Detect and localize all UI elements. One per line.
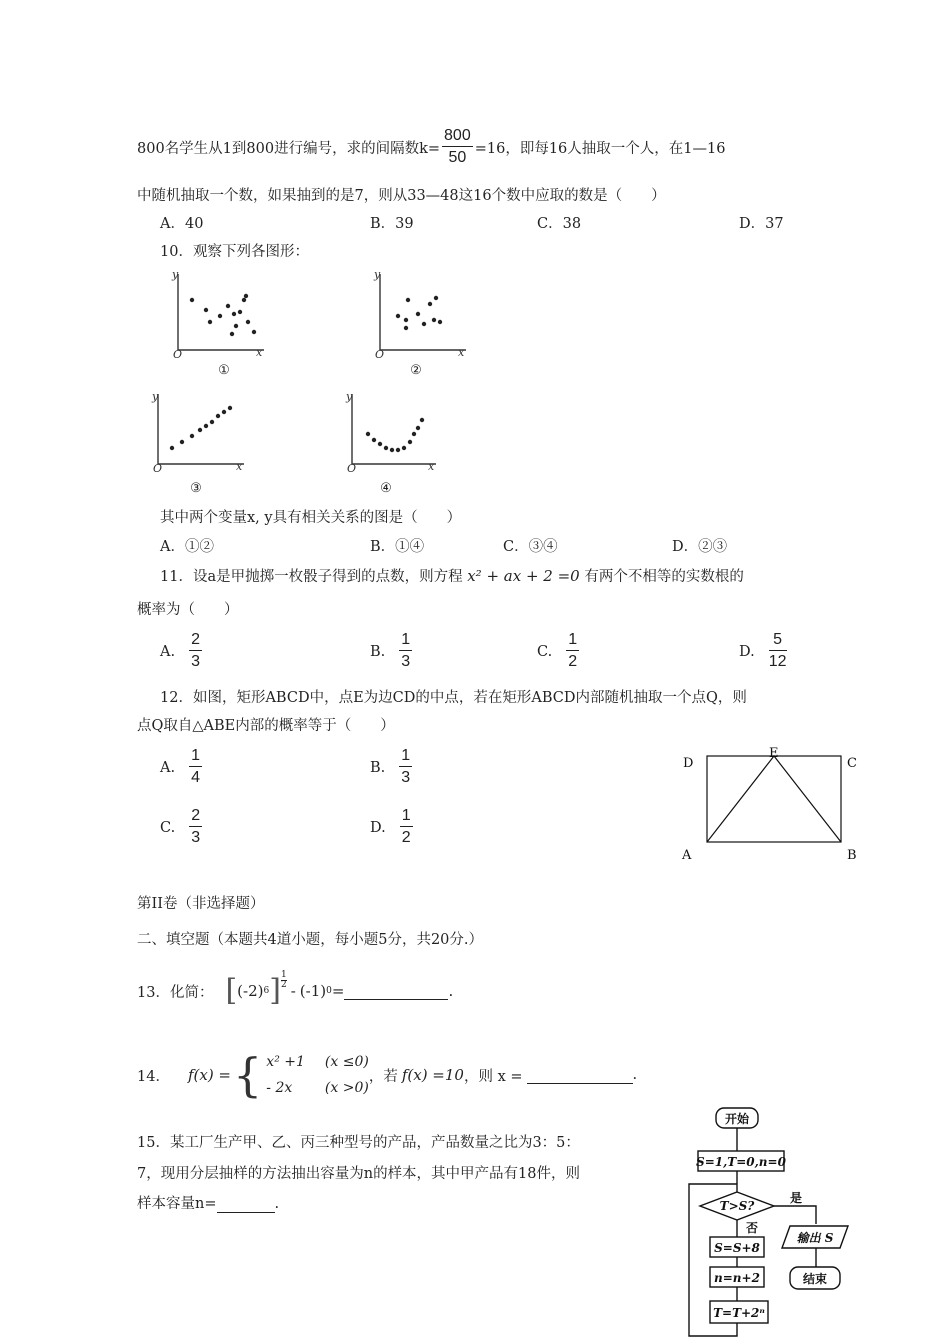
denominator: 2	[401, 829, 411, 846]
plot4-point	[396, 448, 400, 452]
plot1-point	[190, 298, 194, 302]
q12-line2: 点Q取自△ABE内部的概率等于（ ）	[137, 718, 395, 734]
q13-exp: 6	[263, 986, 270, 996]
plot3-y-label: y	[152, 390, 159, 403]
plot2-label: ②	[410, 363, 422, 378]
q10-option-d: D．②③	[672, 539, 728, 555]
flowchart-start: 开始	[724, 1112, 750, 1126]
q12-option-a-label: A.	[160, 759, 176, 776]
q14-cases	[266, 1054, 369, 1096]
q11-option-d-label: D.	[739, 643, 755, 660]
plot2-point	[438, 320, 442, 324]
q10-option-c: C．③④	[503, 539, 558, 555]
q15-line2: 7，现用分层抽样的方法抽出容量为n的样本，其中甲产品有18件，则	[137, 1166, 581, 1182]
plot2-point	[434, 296, 438, 300]
plot4-axes	[352, 394, 436, 464]
numerator: 1	[189, 746, 202, 767]
plot2-point	[422, 322, 426, 326]
q14-label: 14．	[137, 1068, 170, 1085]
q14-tail: ，则 x =	[463, 1068, 523, 1085]
q9-interval-fraction	[442, 126, 473, 169]
q11-option-c-fraction	[566, 630, 579, 673]
scatter-plots	[140, 266, 480, 502]
flowchart-step3: T=T+2ⁿ	[713, 1306, 765, 1320]
plot4-point	[384, 446, 388, 450]
plot3-point	[180, 440, 184, 444]
q12-option-a	[160, 746, 202, 789]
q13-outer-exp-den: 2	[280, 979, 287, 990]
q12-option-d	[370, 806, 413, 849]
q9-option-b: B．39	[370, 216, 414, 232]
denominator: 2	[568, 653, 578, 670]
plot3-point	[190, 434, 194, 438]
plot2-point	[396, 314, 400, 318]
numerator: 1	[400, 806, 413, 827]
q9-line1-a: 800名学生从1到800进行编号，求的间隔数k=	[137, 141, 441, 157]
q12-option-b-fraction	[399, 746, 412, 789]
q9-option-d: D．37	[739, 216, 784, 232]
plot1-axes	[178, 274, 264, 350]
vertex-c: C	[847, 756, 857, 771]
flowchart	[684, 1104, 864, 1342]
q13-period: .	[448, 982, 454, 1000]
plot1-point	[226, 304, 230, 308]
q14-mid: ，若	[368, 1068, 398, 1085]
vertex-d: D	[683, 756, 694, 771]
q13-equals: =	[331, 982, 345, 1000]
q14-answer-blank[interactable]	[527, 1067, 633, 1084]
q13-expression: [ ( -2 ) 6 ] $\frac{1}{2}$ - ( -1 ) 0 = .	[225, 969, 454, 1008]
q13-base: -2	[243, 982, 258, 1000]
q9-fraction-denominator: 50	[448, 149, 467, 166]
numerator: 1	[399, 630, 412, 651]
q14-line	[137, 1048, 638, 1102]
q12-option-c	[160, 806, 202, 849]
q9-option-c: C．38	[537, 216, 582, 232]
part2-title: 第II卷（非选择题）	[137, 896, 265, 912]
q11-option-c-label: C.	[537, 643, 553, 660]
q13-exp2: 0	[326, 986, 332, 996]
plot2-point	[406, 298, 410, 302]
denominator: 3	[191, 653, 200, 670]
q12-option-a-fraction	[189, 746, 202, 789]
plot3-point	[198, 428, 202, 432]
plot3-origin: O	[153, 462, 163, 475]
q15-line1: 15．某工厂生产甲、乙、丙三种型号的产品，产品数量之比为3：5：	[137, 1135, 580, 1151]
plot2-x-label: x	[458, 346, 465, 359]
plot3-point	[210, 420, 214, 424]
plot1-label: ①	[218, 363, 230, 378]
vertex-b: B	[847, 848, 857, 863]
plot1-origin: O	[173, 348, 183, 361]
numerator: 1	[566, 630, 579, 651]
q14-case1: x² +1	[266, 1054, 305, 1070]
plot1-point	[238, 310, 242, 314]
plot4-y-label: y	[346, 390, 353, 403]
rectangle-abcd	[707, 756, 841, 842]
plot4-point	[412, 432, 416, 436]
q11-line1	[160, 565, 744, 586]
q13-outer-exp-num: 1	[280, 969, 287, 980]
plot3-label: ③	[190, 481, 202, 496]
plot1-x-label: x	[256, 346, 263, 359]
q11-option-a-label: A.	[160, 643, 176, 660]
plot1-point	[230, 332, 234, 336]
q14-cond1: (x ≤0)	[324, 1054, 369, 1070]
plot1-point	[204, 308, 208, 312]
q11-equation: x² + ax + 2 =0	[467, 567, 580, 585]
q11-option-b-fraction	[399, 630, 412, 673]
plot4-point	[378, 442, 382, 446]
q14-lhs: f(x) =	[187, 1066, 232, 1084]
q11-line2: 概率为（ ）	[137, 602, 239, 618]
q14-condition: f(x) =10	[401, 1066, 464, 1084]
q11-option-a	[160, 630, 202, 673]
denominator: 4	[191, 769, 200, 786]
plot2-y-label: y	[374, 268, 381, 281]
plot4-x-label: x	[428, 460, 435, 473]
plot1-point	[252, 330, 256, 334]
plot1-point	[218, 314, 222, 318]
denominator: 3	[401, 769, 411, 786]
q11-option-d	[739, 630, 787, 673]
q12-option-d-fraction	[400, 806, 413, 849]
plot2-axes	[380, 274, 466, 350]
q11-option-c	[537, 630, 579, 673]
q10-stem: 10．观察下列各图形：	[160, 244, 309, 260]
plot3-point	[228, 406, 232, 410]
q12-option-c-fraction	[189, 806, 202, 849]
q11-option-b-label: B.	[370, 643, 386, 660]
q13-line	[137, 969, 454, 1008]
section-fill-blank: 二、填空题（本题共4道小题，每小题5分，共20分.）	[137, 932, 484, 948]
q14-period: .	[632, 1067, 638, 1083]
q15-line3-text: 样本容量n=	[137, 1196, 217, 1212]
plot4-origin: O	[347, 462, 357, 475]
plot2-point	[416, 312, 420, 316]
plot3-point	[216, 414, 220, 418]
q13-minus: -	[290, 982, 296, 1000]
q13-outer-exp	[281, 971, 287, 990]
vertex-a: A	[682, 848, 692, 863]
q13-base2: -1	[305, 982, 321, 1000]
plot2-point	[432, 318, 436, 322]
numerator: 2	[189, 806, 202, 827]
q13-label: 13．化简：	[137, 984, 214, 1001]
q11-stem-b: 有两个不相等的实数根的	[584, 569, 744, 585]
q12-option-c-label: C.	[160, 819, 176, 836]
plot3-point	[170, 446, 174, 450]
plot4-label: ④	[380, 481, 392, 496]
q11-option-d-fraction	[769, 630, 787, 673]
q9-option-a: A．40	[160, 216, 204, 232]
q10-question: 其中两个变量x, y具有相关关系的图是（ ）	[160, 510, 462, 526]
q14-case2: - 2x	[266, 1080, 293, 1096]
plot1-point	[246, 320, 250, 324]
flowchart-yes: 是	[789, 1191, 803, 1205]
plot2-point	[428, 302, 432, 306]
flowchart-step2: n=n+2	[714, 1271, 760, 1285]
q15-answer-blank[interactable]	[217, 1196, 275, 1213]
plot1-point	[242, 298, 246, 302]
denominator: 12	[768, 653, 787, 670]
flowchart-output: 输出 S	[796, 1231, 834, 1245]
denominator: 3	[401, 653, 411, 670]
q10-option-b: B．①④	[370, 539, 425, 555]
rectangle-abcd-figure	[675, 742, 865, 866]
flowchart-end: 结束	[802, 1272, 828, 1286]
plot3-point	[204, 424, 208, 428]
q11-option-a-fraction	[189, 630, 202, 673]
plot4-point	[420, 418, 424, 422]
plot2-point	[404, 326, 408, 330]
plot4-point	[408, 440, 412, 444]
plot3-x-label: x	[236, 460, 243, 473]
plot4-point	[372, 438, 376, 442]
flowchart-cond: T>S?	[719, 1199, 755, 1213]
q12-line1: 12．如图，矩形ABCD中，点E为边CD的中点，若在矩形ABCD内部随机抽取一个点Q，则	[160, 690, 747, 706]
flowchart-step1: S=S+8	[714, 1241, 760, 1255]
q14-brace: {	[233, 1048, 263, 1102]
q15-period: .	[274, 1196, 280, 1212]
plot1-point	[208, 320, 212, 324]
numerator: 1	[399, 746, 412, 767]
plot2-point	[404, 318, 408, 322]
q9-line2: 中随机抽取一个数，如果抽到的是7，则从33—48这16个数中应取的数是（ ）	[137, 188, 666, 204]
q12-option-b-label: B.	[370, 759, 386, 776]
q15-line3	[137, 1192, 279, 1213]
q12-option-d-label: D.	[370, 819, 386, 836]
plot3-point	[222, 410, 226, 414]
plot4-point	[366, 432, 370, 436]
plot1-point	[244, 294, 248, 298]
plot2-origin: O	[375, 348, 385, 361]
q11-option-b	[370, 630, 412, 673]
q9-line1	[137, 126, 725, 169]
q13-answer-blank[interactable]	[344, 983, 448, 1000]
plot4-point	[390, 448, 394, 452]
plot1-y-label: y	[172, 268, 179, 281]
q9-line1-b: =16，即每16人抽取一个人，在1—16	[474, 141, 726, 157]
vertex-e: E	[769, 746, 779, 761]
numerator: 5	[769, 630, 787, 651]
triangle-abe	[707, 756, 841, 842]
q9-fraction-numerator: 800	[442, 126, 473, 147]
q14-cond2: (x >0)	[324, 1080, 369, 1096]
plot4-point	[416, 426, 420, 430]
numerator: 2	[189, 630, 202, 651]
q10-option-a: A．①②	[160, 539, 214, 555]
flowchart-init: S=1,T=0,n=0	[696, 1155, 786, 1169]
plot4-point	[402, 446, 406, 450]
plot1-point	[232, 312, 236, 316]
plot1-point	[234, 324, 238, 328]
q12-option-b	[370, 746, 412, 789]
flowchart-no: 否	[745, 1221, 759, 1235]
denominator: 3	[191, 829, 201, 846]
q11-stem-a: 11．设a是甲抛掷一枚骰子得到的点数，则方程	[160, 569, 463, 585]
